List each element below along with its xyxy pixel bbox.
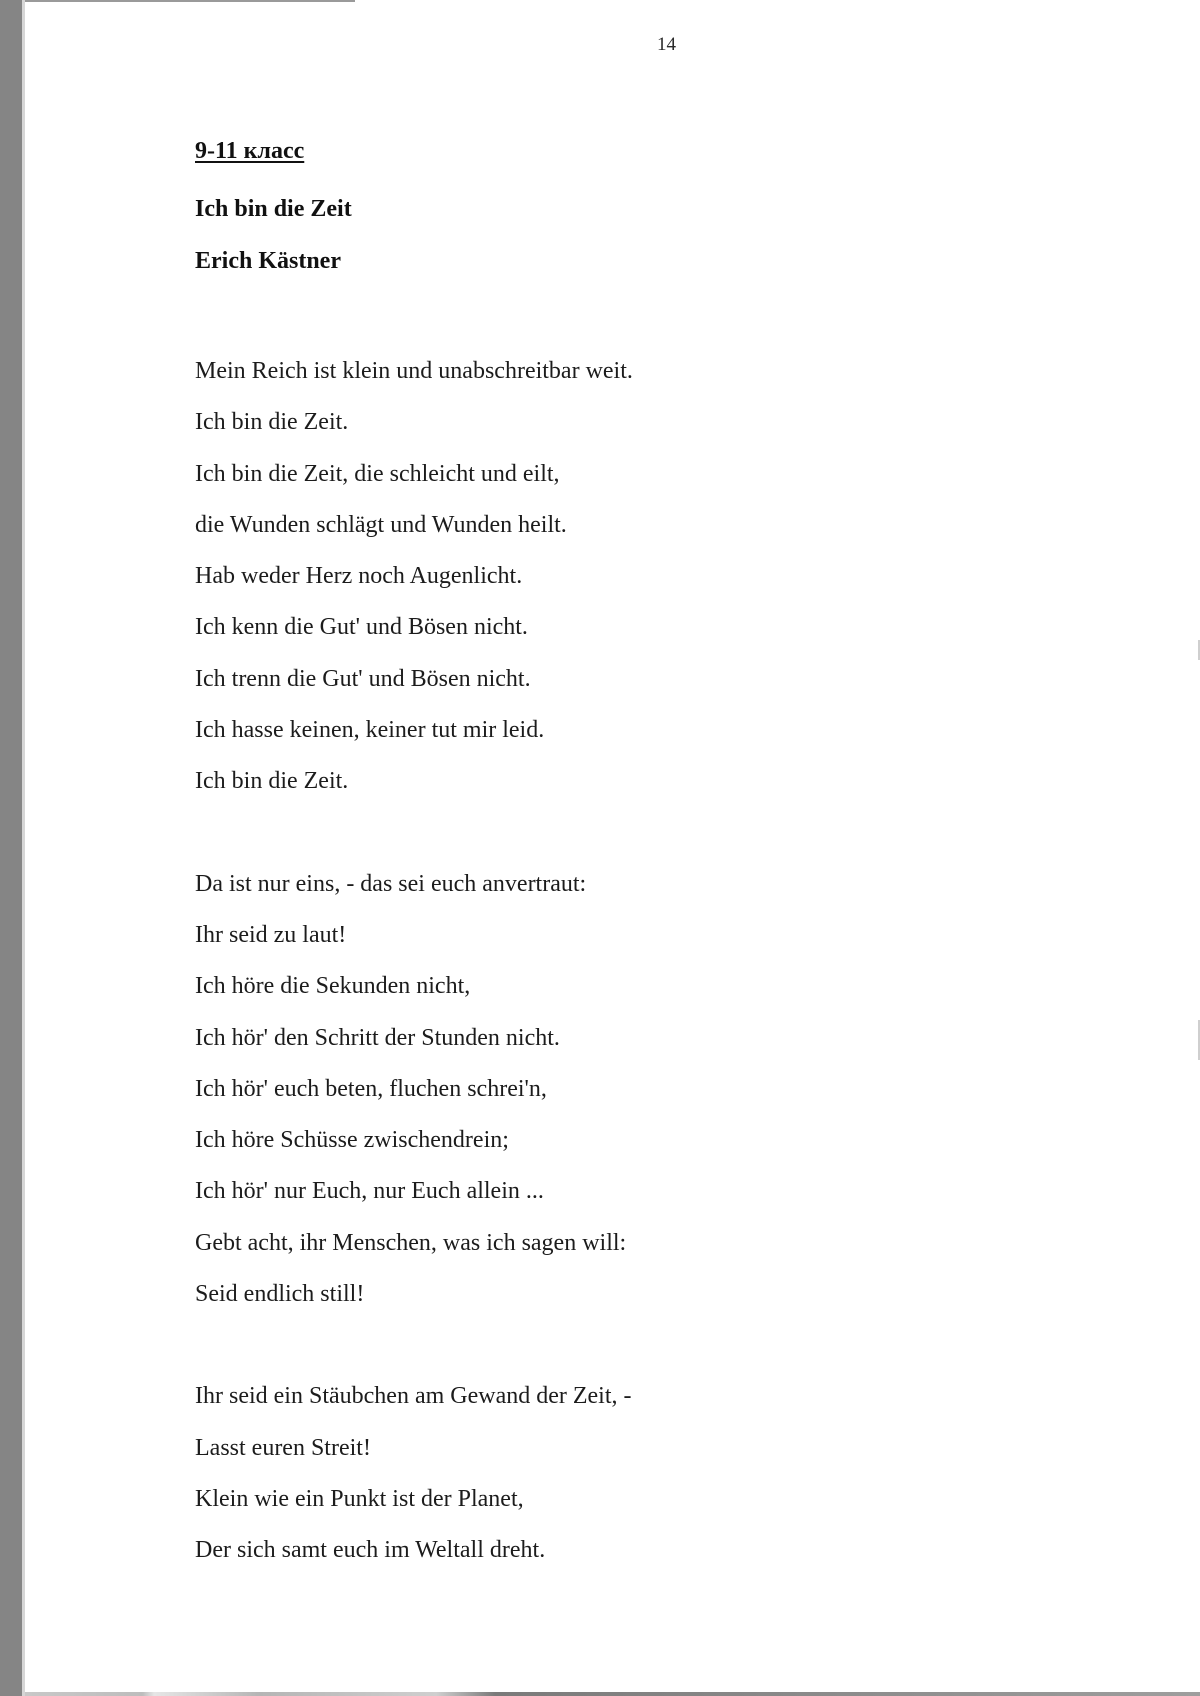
poem-line: Ich trenn die Gut' und Bösen nicht. [195, 665, 531, 692]
document-page [25, 0, 1200, 1692]
poem-line: Da ist nur eins, - das sei euch anvertraut: [195, 870, 587, 897]
poem-line: Klein wie ein Punkt ist der Planet, [195, 1485, 524, 1512]
poem-line: Ich höre Schüsse zwischendrein; [195, 1127, 509, 1154]
poem-line: Lasst euren Streit! [195, 1434, 371, 1461]
poem-line: Seid endlich still! [195, 1281, 365, 1308]
poem-line: Der sich samt euch im Weltall dreht. [195, 1537, 546, 1564]
scan-bottom-edge [25, 1692, 1200, 1696]
poem-line: Ich hör' euch beten, fluchen schrei'n, [195, 1075, 547, 1102]
poem-line: Ihr seid zu laut! [195, 921, 347, 948]
poem-title: Ich bin die Zeit [195, 196, 352, 222]
poem-line: Ich hasse keinen, keiner tut mir leid. [195, 717, 545, 744]
stanza-1 [195, 346, 995, 808]
poem-author: Erich Kästner [195, 248, 341, 274]
poem-line: Ich bin die Zeit. [195, 409, 349, 436]
poem-line: Mein Reich ist klein und unabschreitbar weit. [195, 358, 633, 384]
grade-heading: 9-11 класс [195, 138, 305, 164]
poem-line: Hab weder Herz noch Augenlicht. [195, 563, 523, 590]
scan-left-margin [0, 0, 22, 1696]
poem-line: die Wunden schlägt und Wunden heilt. [195, 511, 567, 538]
poem-line: Ihr seid ein Stäubchen am Gewand der Zeit, - [195, 1383, 632, 1410]
poem-line: Gebt acht, ihr Menschen, was ich sagen will: [195, 1229, 627, 1256]
poem-line: Ich höre die Sekunden nicht, [195, 973, 471, 1000]
poem-line: Ich hör' nur Euch, nur Euch allein ... [195, 1178, 544, 1205]
poem-body [195, 346, 995, 1628]
poem-line: Ich bin die Zeit, die schleicht und eilt, [195, 460, 560, 487]
poem-line: Ich bin die Zeit. [195, 768, 349, 795]
poem-line: Ich kenn die Gut' und Bösen nicht. [195, 614, 528, 641]
stanza-2 [195, 859, 995, 1321]
poem-line: Ich hör' den Schritt der Stunden nicht. [195, 1024, 560, 1051]
stanza-3 [195, 1371, 995, 1576]
page-number: 14 [657, 34, 676, 55]
